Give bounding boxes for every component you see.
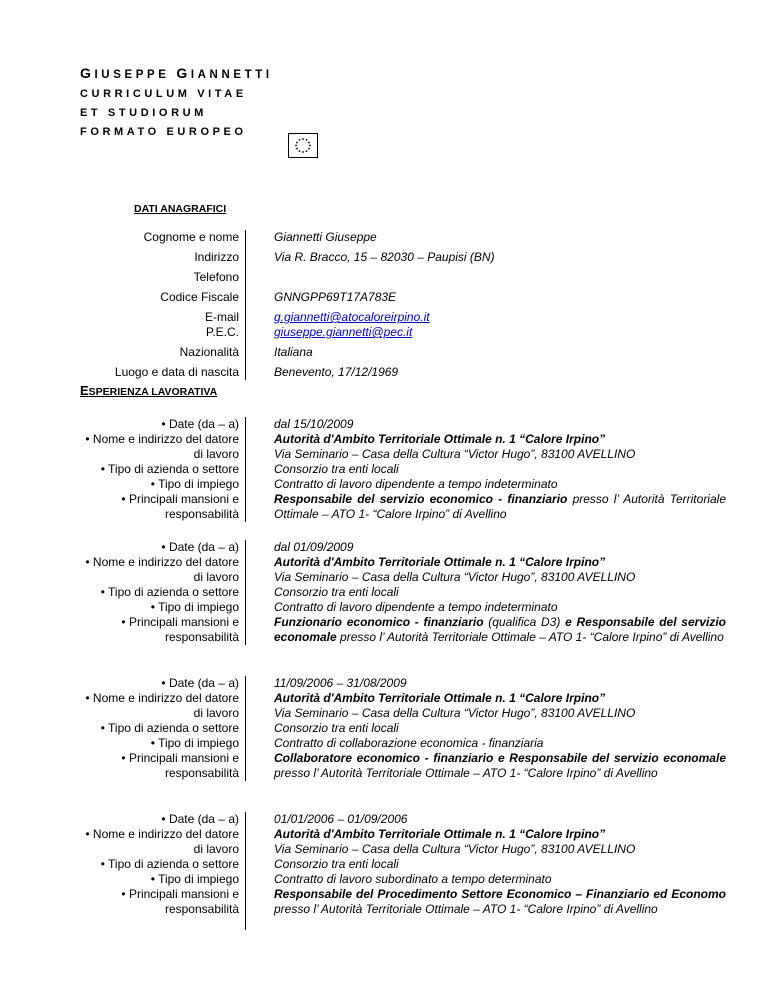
eu-flag-icon: [288, 133, 318, 158]
entry-address: Via Seminario – Casa della Cultura “Victor Hugo”, 83100 AVELLINO: [274, 842, 636, 856]
label-cognome: Cognome e nome: [143, 230, 239, 244]
value-codice-fiscale: GNNGPP69T17A783E: [274, 290, 397, 304]
entry-contract: Contratto di lavoro dipendente a tempo indeterminato: [274, 477, 558, 491]
entry-contract: Contratto di lavoro dipendente a tempo indeterminato: [274, 600, 558, 614]
entry-date: dal 15/10/2009: [274, 417, 354, 431]
pec-link[interactable]: giuseppe.giannetti@pec.it: [274, 325, 413, 339]
entry-labels: • Date (da – a) • Nome e indirizzo del datore di lavoro • Tipo di azienda o settore • Tipo di impiego • Principali mansioni e responsabilità: [60, 812, 246, 930]
entry-sector: Consorzio tra enti locali: [274, 721, 399, 735]
entry-date: 11/09/2006 – 31/08/2009: [274, 676, 407, 690]
anagrafici-values: [274, 230, 726, 380]
value-telefono: [274, 270, 726, 285]
entry-employer: Autorità d'Ambito Territoriale Ottimale n. 1 “Calore Irpino”: [274, 555, 606, 569]
email-link[interactable]: g.giannetti@atocaloreirpino.it: [274, 310, 430, 324]
entry-contract: Contratto di lavoro subordinato a tempo determinato: [274, 872, 552, 886]
entry-contract: Contratto di collaborazione economica - finanziaria: [274, 736, 544, 750]
entry-employer: Autorità d'Ambito Territoriale Ottimale n. 1 “Calore Irpino”: [274, 432, 606, 446]
label-email: E-mail: [204, 310, 239, 324]
label-indirizzo: Indirizzo: [194, 250, 239, 264]
entry-address: Via Seminario – Casa della Cultura “Victor Hugo”, 83100 AVELLINO: [274, 570, 636, 584]
cv-subtitle-3: FORMATO EUROPEO: [80, 126, 247, 138]
cv-header: [80, 64, 273, 142]
value-nazionalita: Italiana: [274, 345, 313, 359]
entry-role: Collaboratore economico - finanziario e Responsabile del servizio economale presso l’ Autorità Territoriale Ottimale – ATO 1- “Calore Irpino” di Avellino: [274, 751, 726, 780]
entry-values: [274, 417, 726, 522]
entry-labels: • Date (da – a) • Nome e indirizzo del datore di lavoro • Tipo di azienda o settore • Tipo di impiego • Principali mansioni e responsabilità: [60, 540, 246, 645]
value-cognome: Giannetti Giuseppe: [274, 230, 377, 244]
label-nazionalita: Nazionalità: [179, 345, 239, 359]
entry-values: [274, 812, 726, 917]
entry-sector: Consorzio tra enti locali: [274, 462, 399, 476]
entry-role: Responsabile del servizio economico - finanziario presso l’ Autorità Territoriale Ottimale – ATO 1- “Calore Irpino” di Avellino: [274, 492, 726, 521]
entry-labels: • Date (da – a) • Nome e indirizzo del datore di lavoro • Tipo di azienda o settore • Tipo di impiego • Principali mansioni e responsabilità: [60, 676, 246, 781]
entry-employer: Autorità d'Ambito Territoriale Ottimale n. 1 “Calore Irpino”: [274, 691, 606, 705]
entry-sector: Consorzio tra enti locali: [274, 585, 399, 599]
section-title-anagrafici: DATI ANAGRAFICI: [134, 203, 227, 215]
section-title-esperienza: ESPERIENZA LAVORATIVA: [80, 383, 218, 398]
entry-values: [274, 676, 726, 781]
anagrafici-labels: [60, 230, 246, 380]
label-nascita: Luogo e data di nascita: [114, 365, 239, 379]
entry-employer: Autorità d'Ambito Territoriale Ottimale n. 1 “Calore Irpino”: [274, 827, 606, 841]
entry-address: Via Seminario – Casa della Cultura “Victor Hugo”, 83100 AVELLINO: [274, 706, 636, 720]
entry-role: Responsabile del Procedimento Settore Economico – Finanziario ed Economo presso l’ Autorità Territoriale Ottimale – ATO 1- “Calore Irpino” di Avellino: [274, 887, 726, 916]
entry-address: Via Seminario – Casa della Cultura “Victor Hugo”, 83100 AVELLINO: [274, 447, 636, 461]
cv-subtitle-2: ET STUDIORUM: [80, 107, 207, 119]
entry-date: 01/01/2006 – 01/09/2006: [274, 812, 408, 826]
person-name: GIUSEPPE GIANNETTI: [80, 65, 273, 81]
entry-date: dal 01/09/2009: [274, 540, 354, 554]
label-codice-fiscale: Codice Fiscale: [160, 290, 239, 304]
entry-values: [274, 540, 726, 645]
cv-subtitle-1: CURRICULUM VITAE: [80, 88, 247, 100]
entry-sector: Consorzio tra enti locali: [274, 857, 399, 871]
label-pec: P.E.C.: [205, 325, 239, 339]
entry-labels: • Date (da – a) • Nome e indirizzo del datore di lavoro • Tipo di azienda o settore • Tipo di impiego • Principali mansioni e responsabilità: [60, 417, 246, 522]
value-nascita: Benevento, 17/12/1969: [274, 365, 399, 379]
entry-role: Funzionario economico - finanziario (qualifica D3) e Responsabile del servizio economale presso l’ Autorità Territoriale Ottimale – ATO 1- “Calore Irpino” di Avellino: [274, 615, 726, 644]
value-indirizzo: Via R. Bracco, 15 – 82030 – Paupisi (BN): [274, 250, 495, 264]
label-telefono: Telefono: [193, 270, 239, 284]
